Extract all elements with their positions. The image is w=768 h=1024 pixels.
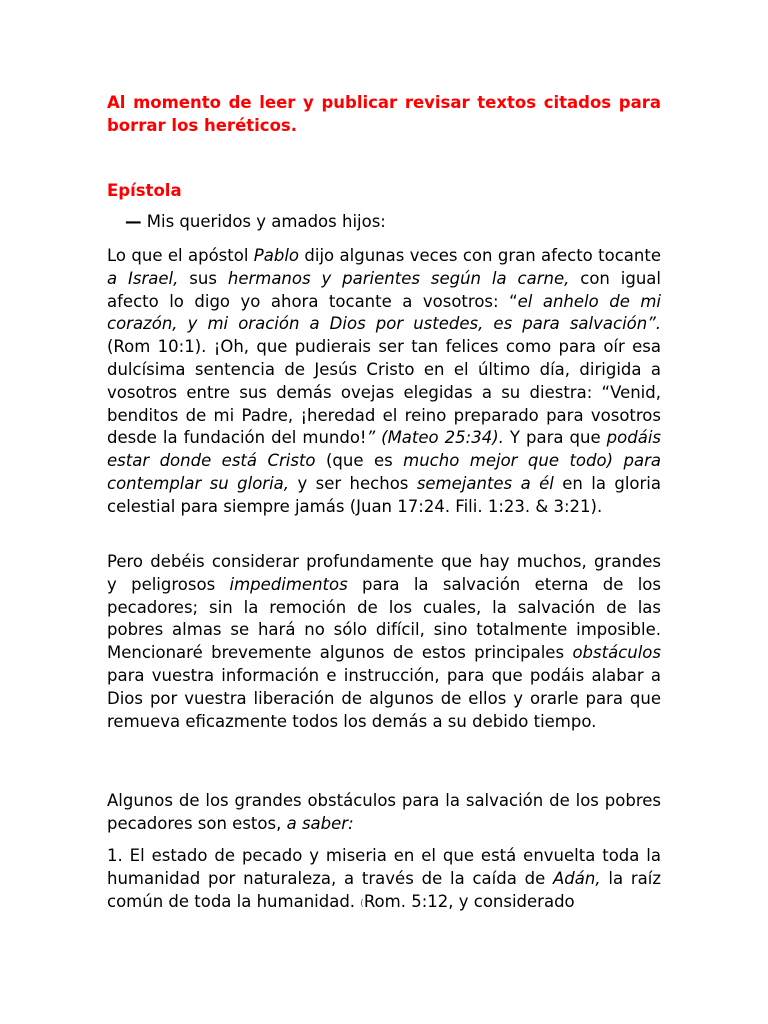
paragraph-3 xyxy=(107,790,661,836)
p1-text: en la gloria celestial para siempre jamás (Juan 17:24. Fili. 1:23. & 3:21). xyxy=(107,473,661,516)
p1-italic: semejantes a él xyxy=(416,473,554,493)
p1-quote-italic: el anhelo de mi corazón, y mi oración a Dios por ustedes, es para salvación”. xyxy=(107,291,662,334)
p1-text: sus xyxy=(178,268,228,288)
p2-italic: impedimentos xyxy=(229,574,348,594)
p1-italic: Pablo xyxy=(253,246,300,265)
p1-citation-italic: ” (Mateo 25:34). xyxy=(366,428,504,448)
paragraph-2 xyxy=(107,551,661,733)
p2-text: Pero debéis considerar profundamente que hay muchos, grandes y peligrosos xyxy=(107,552,661,594)
p1-text: Y para que xyxy=(503,428,607,448)
section-heading: Epístola xyxy=(107,181,182,200)
p1-italic: mucho mejor que todo) para contemplar su gloria, xyxy=(107,451,661,493)
p4-text: Rom. 5:12, y considerado xyxy=(363,891,575,911)
p1-text: dijo algunas veces con gran afecto tocante xyxy=(299,246,661,265)
p1-italic: hermanos y parientes según la carne, xyxy=(227,268,570,288)
p4-text: 1. El estado de pecado y miseria en el que está envuelta toda la humanidad por naturaleza, a través de la caída de xyxy=(107,846,661,888)
p1-text: con igual afecto lo digo yo ahora tocante a vosotros: “ xyxy=(107,268,662,311)
p4-small-paren: ( xyxy=(360,898,364,909)
p4-italic: Adán, xyxy=(553,868,601,888)
paragraph-4 xyxy=(107,845,661,915)
p1-italic: podáis estar donde está Cristo xyxy=(107,428,662,471)
p1-text: y ser hechos xyxy=(289,473,417,493)
salutation-dash: — xyxy=(125,212,142,231)
p4-text: la raíz común de toda la humanidad. xyxy=(107,868,661,911)
p1-text: (que es xyxy=(315,451,404,471)
p1-text: (Rom 10:1). ¡Oh, que pudierais ser tan felices como para oír esa dulcísima sentencia de Jesús Cristo en el último día, dirigida a vosotros entre sus demás ovejas elegidas a su diestra: “Venid, benditos de mi Padre, ¡heredad el reino preparado para vosotros desde la fundación del mundo! xyxy=(107,337,661,448)
salutation xyxy=(125,211,386,233)
paragraph-1 xyxy=(107,245,661,519)
p2-text: para vuestra información e instrucción, para que podáis alabar a Dios por vuestra liberación de algunos de ellos y orarle para que remueva eficazmente todos los demás a su debido tiempo. xyxy=(107,665,661,731)
editor-notice: Al momento de leer y publicar revisar textos citados para borrar los heréticos. xyxy=(107,93,661,135)
p3-text: Algunos de los grandes obstáculos para la salvación de los pobres pecadores son estos, xyxy=(107,791,661,833)
p1-text: Lo que el apóstol xyxy=(107,246,254,265)
p1-italic: a Israel, xyxy=(107,268,179,288)
salutation-text: Mis queridos y amados hijos: xyxy=(141,212,386,231)
p2-text: para la salvación eterna de los pecadores; sin la remoción de los cuales, la salvación de las pobres almas se hará no sólo difícil, sino totalmente imposible. Mencionaré brevemente algunos de estos principales xyxy=(107,574,661,663)
p2-italic: obstáculos xyxy=(572,643,661,663)
p3-italic: a saber: xyxy=(286,813,354,833)
